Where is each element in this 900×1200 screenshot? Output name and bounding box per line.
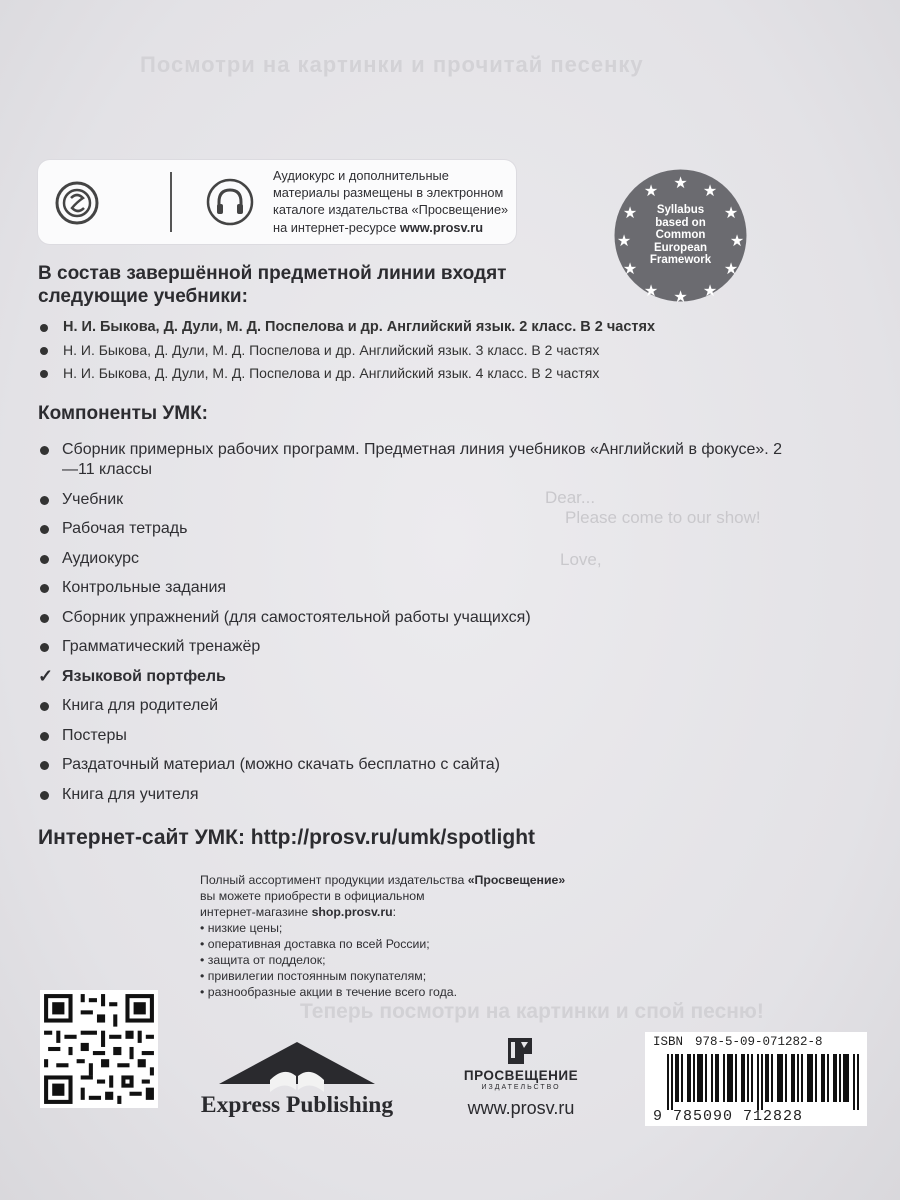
isbn-barcode-block xyxy=(645,1032,867,1126)
bullet-icon xyxy=(40,525,49,534)
shop-url: shop.prosv.ru xyxy=(311,905,393,919)
audio-info-url: www.prosv.ru xyxy=(399,219,484,235)
prosveshchenie-url[interactable]: www.prosv.ru xyxy=(467,1098,575,1118)
list-item: Контрольные задания xyxy=(38,578,798,598)
svg-text:★: ★ xyxy=(723,261,739,278)
svg-text:★: ★ xyxy=(723,205,739,222)
svg-text:★: ★ xyxy=(622,205,638,222)
qr-code xyxy=(40,990,158,1108)
svg-text:★: ★ xyxy=(729,233,745,250)
bullet-icon xyxy=(40,702,49,711)
syllabus-badge-text: Syllabus based on Common European Framework xyxy=(649,204,712,266)
disc-icon xyxy=(54,180,100,226)
list-item: Учебник xyxy=(38,490,798,510)
bullet-icon xyxy=(40,761,49,770)
list-item: Сборник примерных рабочих программ. Предметная линия учебников «Английский в фокусе». 2—11 классы xyxy=(38,440,798,480)
components-heading: Компоненты УМК: xyxy=(38,403,208,424)
express-publishing-name: Express Publishing xyxy=(200,1092,394,1118)
svg-text:★: ★ xyxy=(616,233,632,250)
isbn-number: 978-5-09-071282-8 xyxy=(695,1035,823,1049)
bullet-icon xyxy=(40,370,48,378)
background-faded-line: Dear... xyxy=(545,488,596,507)
barcode-icon xyxy=(667,1054,859,1110)
audio-info-box xyxy=(38,160,516,244)
bullet-icon xyxy=(40,347,48,355)
divider xyxy=(170,172,172,232)
bullet-icon xyxy=(40,643,49,652)
svg-text:★: ★ xyxy=(673,289,688,303)
bullet-icon xyxy=(40,584,49,593)
prosveshchenie-logo-icon xyxy=(496,1036,546,1068)
barcode-digits: 9 785090 712828 xyxy=(653,1108,804,1125)
prosveshchenie-subtitle: ИЗДАТЕЛЬСТВО xyxy=(481,1084,561,1091)
list-item: Постеры xyxy=(38,726,798,746)
bullet-icon xyxy=(40,496,49,505)
svg-text:★: ★ xyxy=(702,283,718,300)
list-item: • разнообразные акции в течение всего года. xyxy=(200,985,458,999)
svg-text:★: ★ xyxy=(702,183,718,200)
textbook-list xyxy=(38,316,838,385)
list-item: Книга для родителей xyxy=(38,696,798,716)
list-item: • привилегии постоянным покупателям; xyxy=(200,969,427,983)
bullet-icon xyxy=(40,324,48,332)
bullet-icon xyxy=(40,446,49,455)
list-item: • оперативная доставка по всей России; xyxy=(200,937,430,951)
bullet-icon xyxy=(40,732,49,741)
background-faded-title: Посмотри на картинки и прочитай песенку xyxy=(140,52,644,77)
bullet-icon xyxy=(40,555,49,564)
isbn-label: ISBN 978-5-09-071282-8 xyxy=(653,1035,823,1049)
bullet-icon xyxy=(40,791,49,800)
checkmark-icon: ✓ xyxy=(38,665,54,686)
umk-website-link[interactable]: Интернет-сайт УМК: http://prosv.ru/umk/spotlight xyxy=(38,826,536,849)
svg-text:★: ★ xyxy=(673,175,688,192)
prosveshchenie-name: ПРОСВЕЩЕНИЕ xyxy=(463,1068,579,1083)
list-item: Н. И. Быкова, Д. Дули, М. Д. Поспелова и др. Английский язык. 2 класс. В 2 частях xyxy=(38,316,838,339)
list-item-checked: ✓ Языковой портфель xyxy=(38,665,226,686)
svg-text:★: ★ xyxy=(643,283,659,300)
list-item: • защита от подделок; xyxy=(200,953,326,967)
list-item: • низкие цены; xyxy=(200,921,283,935)
svg-text:★: ★ xyxy=(643,183,659,200)
list-item: Книга для учителя xyxy=(38,785,798,805)
list-item: Раздаточный материал (можно скачать бесплатно с сайта) xyxy=(38,755,798,775)
background-faded-line: Please come to our show! xyxy=(565,508,761,527)
background-faded-line: Love, xyxy=(560,550,602,569)
list-item: Н. И. Быкова, Д. Дули, М. Д. Поспелова и др. Английский язык. 4 класс. В 2 частях xyxy=(38,362,838,385)
shop-info: Полный ассортимент продукции издательства «Просвещение» вы можете приобрести в официальном интернет-магазине shop.prosv.ru: • низкие цены; • оперативная доставка по всей России; • защита от подделок; • привилегии постоянным покупателям; • разнообразные акции в течение всего года. xyxy=(200,872,620,1000)
list-item: Грамматический тренажёр xyxy=(38,637,798,657)
list-item: Аудиокурс xyxy=(38,549,798,569)
list-item: Сборник упражнений (для самостоятельной работы учащихся) xyxy=(38,608,798,628)
list-item: Н. И. Быкова, Д. Дули, М. Д. Поспелова и др. Английский язык. 3 класс. В 2 частях xyxy=(38,339,838,362)
series-heading: В состав завершённой предметной линии входят следующие учебники: xyxy=(38,263,507,307)
svg-text:★: ★ xyxy=(622,261,638,278)
components-list xyxy=(38,440,798,814)
list-item: Рабочая тетрадь xyxy=(38,519,798,539)
background-faded-bottom-text: Теперь посмотри на картинки и спой песню! xyxy=(300,1000,764,1023)
headphones-icon xyxy=(206,178,254,226)
bullet-icon xyxy=(40,614,49,623)
audio-info-text: Аудиокурс и дополнительные материалы размещены в электронном каталоге издательства «Просвещение» на интернет-ресурсе www.prosv.ru xyxy=(273,168,509,235)
